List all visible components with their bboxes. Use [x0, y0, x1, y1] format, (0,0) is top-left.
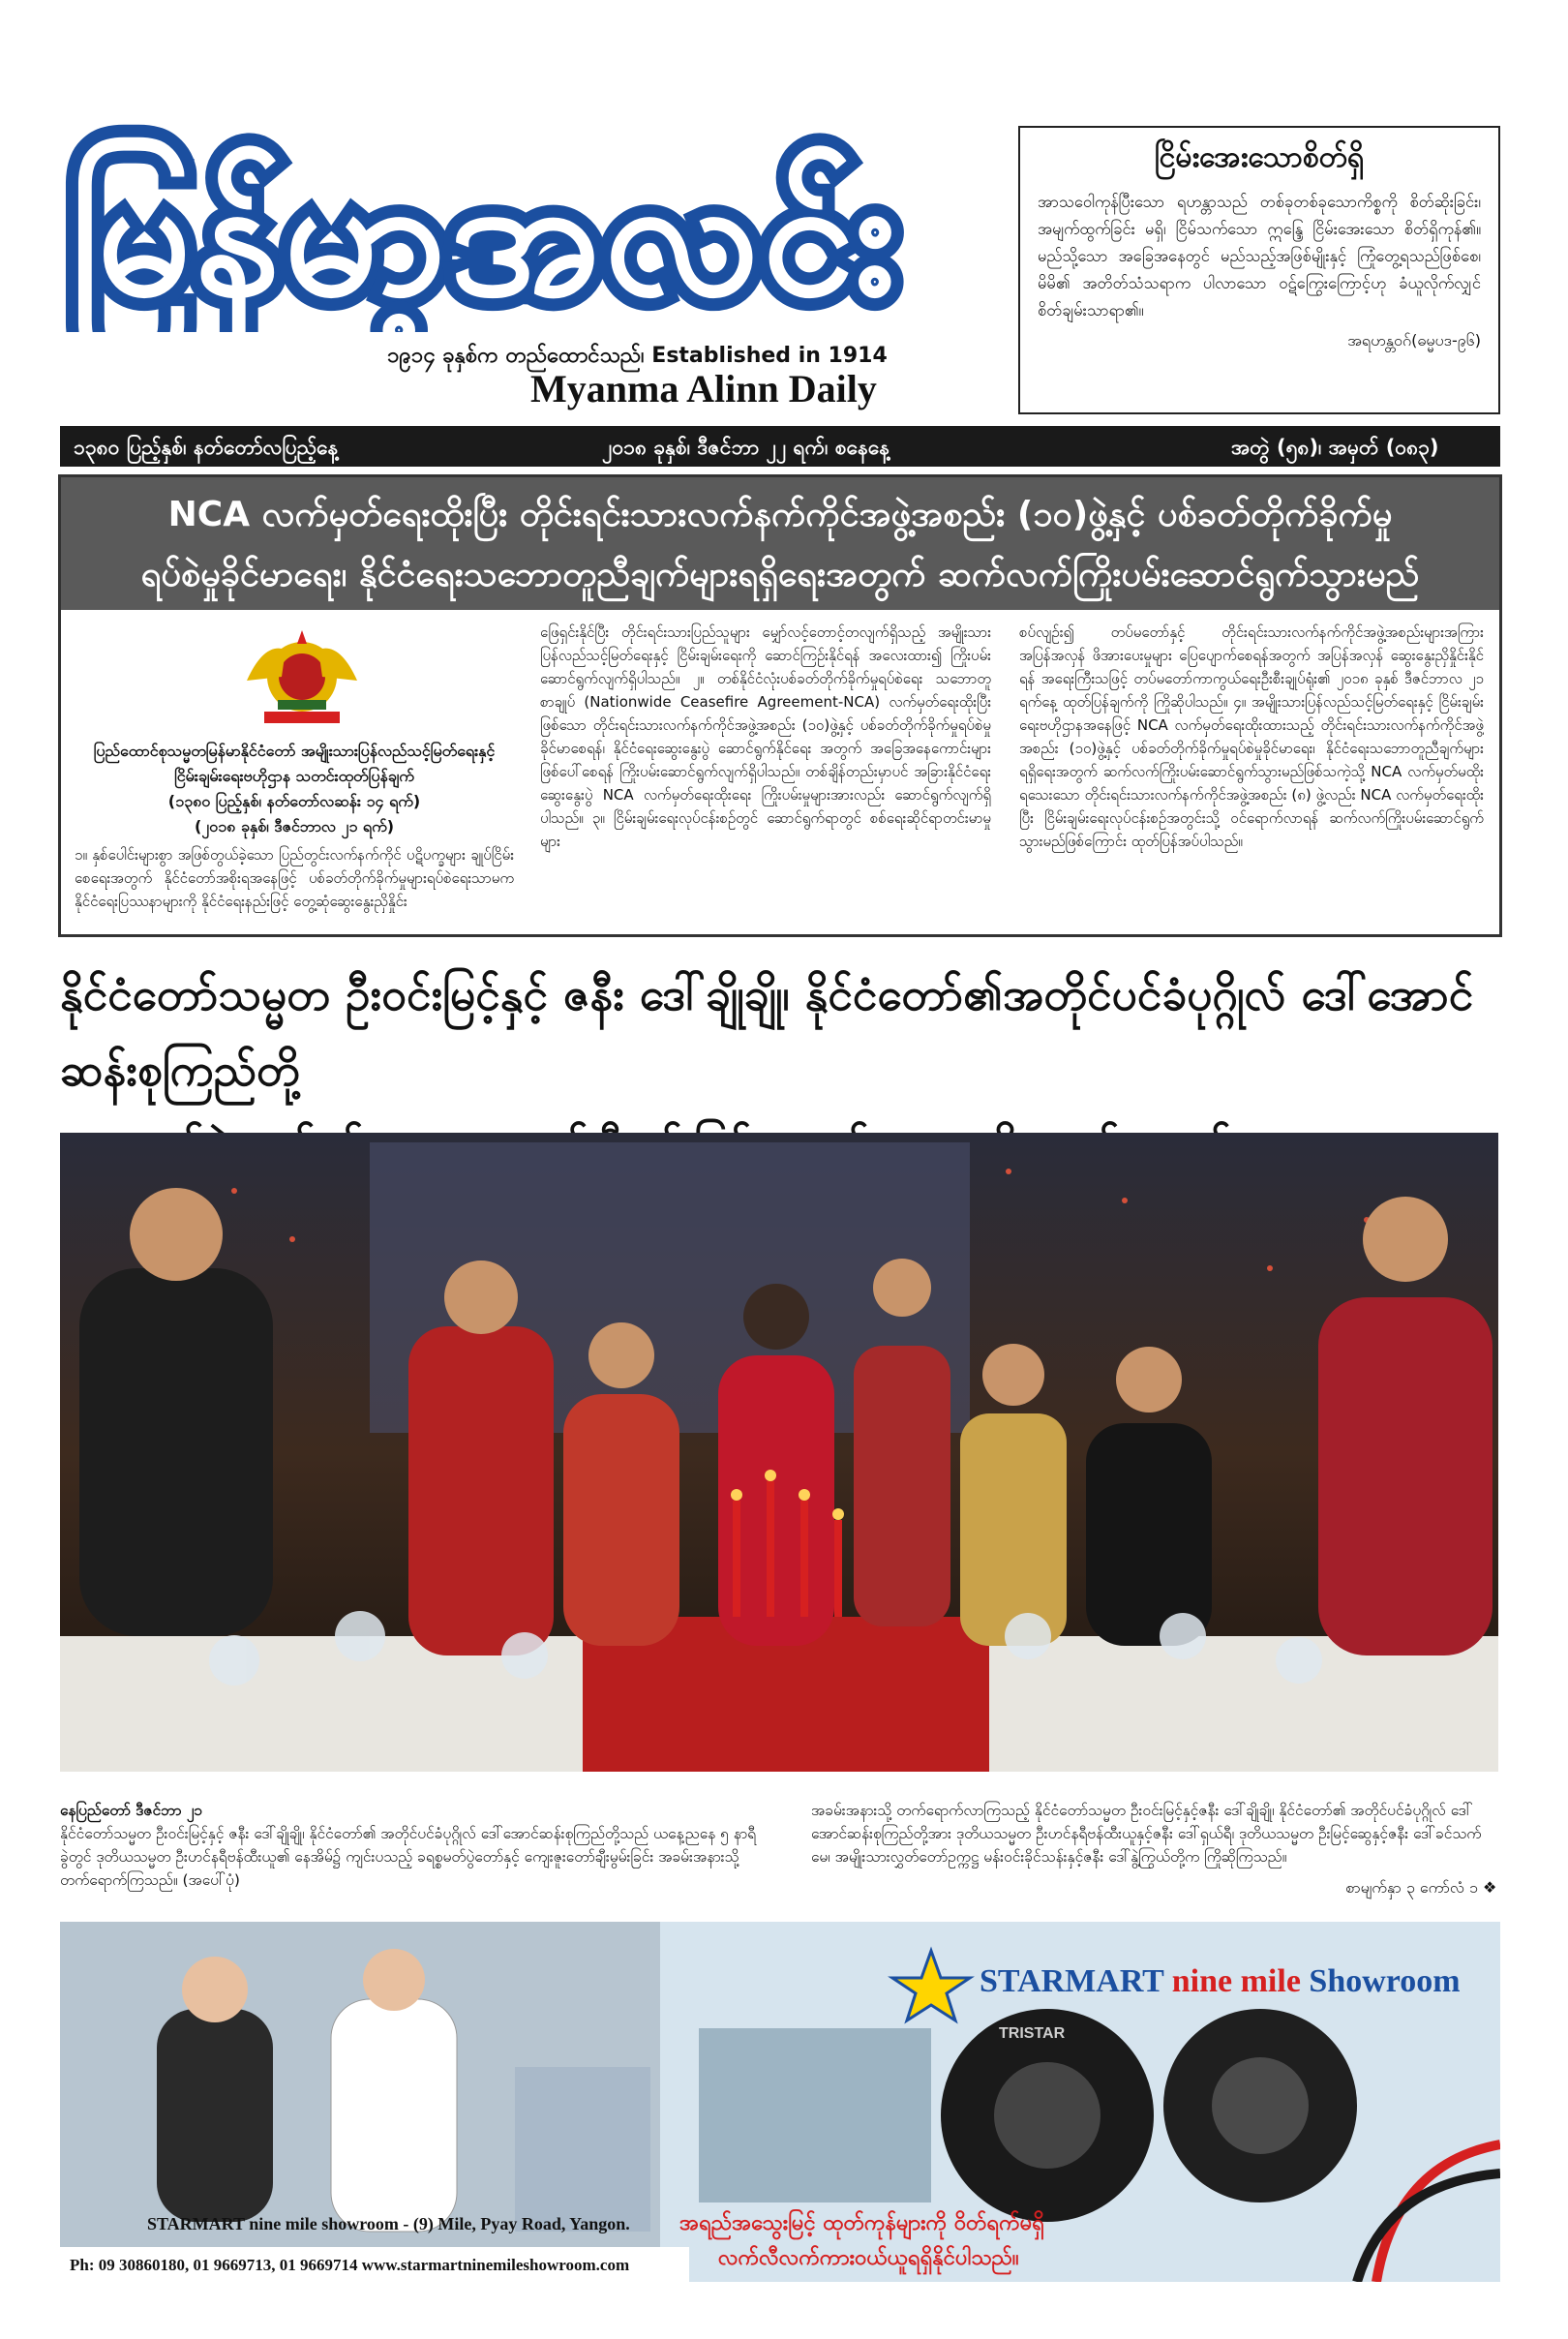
nca-issuer: ပြည်ထောင်စုသမ္မတမြန်မာနိုင်ငံတော် အမျိုးသားပြန်လည်သင့်မြတ်ရေးနှင့် ငြိမ်းချမ်းရေးဗဟိုဌာန သတင်းထုတ်ပြန်ချက် [93, 742, 496, 785]
nca-headline-banner [61, 477, 1499, 610]
english-name: Myanma Alinn Daily [530, 367, 877, 410]
masthead-logo [60, 124, 960, 332]
continue-arrow-icon: ❖ [1483, 1878, 1497, 1897]
caption-left-text: နိုင်ငံတော်သမ္မတ ဦးဝင်းမြင့်နှင့် ဇနီး ဒေါ်ချိုချို၊ နိုင်ငံတော်၏ အတိုင်ပင်ခံပုဂ္ဂိုလ် ဒေါ်အောင်ဆန်းစုကြည်တို့သည် ယနေ့ညနေ ၅ နာရီခွဲတွင် ဒုတိယသမ္မတ ဦးဟင်နရီဗန်ထီးယူ၏ နေအိမ်၌ ကျင်းပသည့် ခရစ္စမတ်ပွဲတော်နှင့် ကျေးဇူးတော်ချီးမွမ်းခြင်း အခမ်းအနားသို့ တက်ရောက်ကြသည်။ (အပေါ်ပုံ) [60, 1825, 757, 1889]
nca-column-1-text: ၁။ နှစ်ပေါင်းများစွာ အဖြစ်တွယ်ခဲ့သော ပြည်တွင်းလက်နက်ကိုင် ပဋိပက္ခများ ချုပ်ငြိမ်းစေရေးအတွက် နိုင်ငံတော်အစိုးရအနေဖြင့် ပစ်ခတ်တိုက်ခိုက်မှုများရပ်စဲရေးသာမက နိုင်ငံရေးပြဿနာများကို နိုင်ငံရေးနည်းဖြင့် တွေ့ဆုံဆွေးနွေးညှိနှိုင်း [75, 846, 514, 910]
nca-date-mm: (၁၃၈၀ ပြည့်နှစ်၊ နတ်တော်လဆန်း ၁၄ ရက်) [167, 792, 421, 810]
date-bar-volume: အတွဲ (၅၈)၊ အမှတ် (၀၈၃) [1231, 436, 1439, 459]
date-bar-date: ၂၀၁၈ ခုနှစ်၊ ဒီဇင်ဘာ ၂၂ ရက်၊ စနေနေ့ [602, 436, 890, 459]
nca-headline-line-2: ရပ်စဲမှုခိုင်မာရေး၊ နိုင်ငံရေးသဘောတူညီချက်များရရှိရေးအတွက် ဆက်လက်ကြိုးပမ်းဆောင်ရွက်သွားမည် [140, 555, 1420, 594]
date-bar [60, 426, 1500, 467]
photo-caption-left [60, 1799, 757, 1892]
continue-note [1345, 1877, 1496, 1900]
ad-contact[interactable]: Ph: 09 30860180, 01 9669713, 01 9669714 www.starmartninemileshowroom.com [70, 2256, 630, 2274]
main-photo [60, 1133, 1498, 1772]
masthead-logo-text: မြန်မာ့အလင်း [70, 141, 900, 332]
nca-headline-line-1: NCA လက်မှတ်ရေးထိုးပြီး တိုင်းရင်းသားလက်နက်ကိုင်အဖွဲ့အစည်း (၁၀)ဖွဲ့နှင့် ပစ်ခတ်တိုက်ခိုက်မှု [167, 495, 1393, 534]
state-emblem-icon [235, 623, 369, 733]
ad-tagline-1: အရည်အသွေးမြင့် ထုတ်ကုန်များကို ဝိတ်ရက်မရှိ [679, 2211, 1044, 2235]
tire-brand: TRISTAR [999, 2025, 1066, 2042]
quote-box [1018, 126, 1500, 414]
established-line: ၁၉၁၄ ခုနှစ်က တည်ထောင်သည်၊ Established in 1914 [387, 344, 888, 368]
continue-note-text: စာမျက်နှာ ၃ ကော်လံ ၁ [1345, 1878, 1478, 1897]
quote-title: ငြိမ်းအေးသောစိတ်ရှိ [1154, 140, 1365, 174]
quote-source: အရဟန္တဝဂ်(ဓမ္မပဒ-၉၆) [1347, 331, 1481, 349]
starmart-advertisement[interactable] [60, 1922, 1500, 2282]
nca-column-3: စပ်လျဉ်း၍ တပ်မတော်နှင့် တိုင်းရင်းသားလက်နက်ကိုင်အဖွဲ့အစည်းများအကြား အပြန်အလှန် ဖိအားပေးမှုများ ပြေပျောက်စေရန်အတွက် အပြန်အလှန် ဆွေးနွေးညှိနှိုင်းနိုင်ရန် အရေးကြီးသဖြင့် တပ်မတော်ကာကွယ်ရေးဦးစီးချုပ်ရုံး၏ ၂၀၁၈ ခုနှစ် ဒီဇင်ဘာလ ၂၁ ရက်နေ့ ထုတ်ပြန်ချက်ကို ကြိုဆိုပါသည်။ ၄။ အမျိုးသားပြန်လည်သင့်မြတ်ရေးနှင့် ငြိမ်းချမ်းရေးဗဟိုဌာနအနေဖြင့် NCA လက်မှတ်ရေးထိုးထားသည့် တိုင်းရင်းသားလက်နက်ကိုင်အဖွဲ့အစည်း (၁၀)ဖွဲ့နှင့် ပစ်ခတ်တိုက်ခိုက်မှုရပ်စဲမှုခိုင်မာရေး၊ နိုင်ငံရေးသဘောတူညီချက်များ ရရှိရေးအတွက် ဆက်လက်ကြိုးပမ်းဆောင်ရွက်သွားမည်ဖြစ်သကဲ့သို့ NCA လက်မှတ်မထိုးရသေးသော တိုင်းရင်းသားလက်နက်ကိုင်အဖွဲ့အစည်း (၈) ဖွဲ့လည်း NCA လက်မှတ်ရေးထိုးပြီး ငြိမ်းချမ်းရေးလုပ်ငန်းစဉ်အတွင်းသို့ ဝင်ရောက်လာရန် ဆက်လက်ကြိုးပမ်းဆောင်ရွက်သွားမည်ဖြစ်ကြောင်း ထုတ်ပြန်အပ်ပါသည်။ [1019, 623, 1484, 850]
nca-column-2: ဖြေရှင်းနိုင်ပြီး တိုင်းရင်းသားပြည်သူများ မျှော်လင့်တောင့်တလျက်ရှိသည့် အမျိုးသားပြန်လည်သင့်မြတ်ရေးနှင့် ငြိမ်းချမ်းရေးကို ဆောင်ကြဉ်းနိုင်ရန် အလေးထား၍ ကြိုးပမ်းဆောင်ရွက်လျက်ရှိပါသည်။ ၂။ တစ်နိုင်ငံလုံးပစ်ခတ်တိုက်ခိုက်မှုရပ်စဲရေး သဘောတူစာချုပ် (Nationwide Ceasefire Agreement-NCA) လက်မှတ်ရေးထိုးပြီးဖြစ်သော တိုင်းရင်းသားလက်နက်ကိုင်အဖွဲ့အစည်း (၁၀)ဖွဲ့နှင့် ပစ်ခတ်တိုက်ခိုက်မှုရပ်စဲမှုခိုင်မာစေရန်၊ နိုင်ငံရေးဆွေးနွေးပွဲ ဆောင်ရွက်နိုင်ရေး အတွက် အခြေအနေကောင်းများဖြစ်ပေါ်စေရန် ကြိုးပမ်းဆောင်ရွက်လျက်ရှိပါသည်။ တစ်ချိန်တည်းမှာပင် အခြားနိုင်ငံရေးဆွေးနွေးပွဲ NCA လက်မှတ်ရေးထိုးရေး ကြိုးပမ်းမှုများအားလည်း ဆောင်ရွက်လျက်ရှိပါသည်။ ၃။ ငြိမ်းချမ်းရေးလုပ်ငန်းစဉ်တွင် ဆောင်ရွက်ရာတွင် စစ်ရေးဆိုင်ရာတင်းမာမှုများ [540, 623, 991, 850]
photo-caption-right: အခမ်းအနားသို့ တက်ရောက်လာကြသည့် နိုင်ငံတော်သမ္မတ ဦးဝင်းမြင့်နှင့်ဇနီး ဒေါ်ချိုချို၊ နိုင်ငံတော်၏ အတိုင်ပင်ခံပုဂ္ဂိုလ် ဒေါ်အောင်ဆန်းစုကြည်တို့အား ဒုတိယသမ္မတ ဦးဟင်နရီဗန်ထီးယူနှင့်ဇနီး ဒေါ်ရှယ်ရီ၊ ဒုတိယသမ္မတ ဦးမြင့်ဆွေနှင့်ဇနီး ဒေါ်ခင်သက်မေ၊ အမျိုးသားလွှတ်တော်ဥက္ကဋ္ဌ မန်းဝင်းခိုင်သန်းနှင့်ဇနီး ဒေါ်နွဲ့ကြွယ်တို့က ကြိုဆိုကြသည်။ [811, 1802, 1482, 1866]
caption-dateline: နေပြည်တော် ဒီဇင်ဘာ ၂၁ [60, 1802, 203, 1819]
quote-body: အာသဝေါကုန်ပြီးသော ရဟန္တာသည် တစ်ခုတစ်ခုသောကိစ္စကို စိတ်ဆိုးခြင်း၊ အမျက်ထွက်ခြင်း မရှိ၊ ငြိမ်သက်သော ဣန္ဒြေ ငြိမ်းအေးသော စိတ်ရှိကုန်၏။ မည်သို့သော အခြေအနေတွင် မည်သည့်အဖြစ်မျိုးနှင့် ကြုံတွေ့ရသည်ဖြစ်စေ၊ မိမိ၏ အတိတ်သံသရာက ပါလာသော ဝဋ်ကြွေးကြောင့်ဟု ခံယူလိုက်လျှင် စိတ်ချမ်းသာရာ၏။ [1038, 193, 1481, 319]
ad-tagline-2: လက်လီလက်ကားဝယ်ယူရရှိနိုင်ပါသည်။ [718, 2246, 1019, 2270]
nca-date-en: (၂၀၁၈ ခုနှစ်၊ ဒီဇင်ဘာလ ၂၁ ရက်) [194, 817, 395, 835]
ad-address: STARMART nine mile showroom - (9) Mile, Pyay Road, Yangon. [147, 2214, 630, 2233]
date-bar-lunar: ၁၃၈၀ ပြည့်နှစ်၊ နတ်တော်လပြည့်နေ့ [74, 436, 339, 459]
nca-column-1 [75, 739, 514, 913]
main-headline-line-1: နိုင်ငံတော်သမ္မတ ဦးဝင်းမြင့်နှင့် ဇနီး ဒေါ်ချိုချို၊ နိုင်ငံတော်၏အတိုင်ပင်ခံပုဂ္ဂိုလ် ဒေါ်အောင်ဆန်းစုကြည်တို့ [60, 968, 1474, 1096]
nca-feature-box [58, 474, 1502, 937]
ad-brand-name: STARMART nine mile Showroom [980, 1963, 1461, 1999]
